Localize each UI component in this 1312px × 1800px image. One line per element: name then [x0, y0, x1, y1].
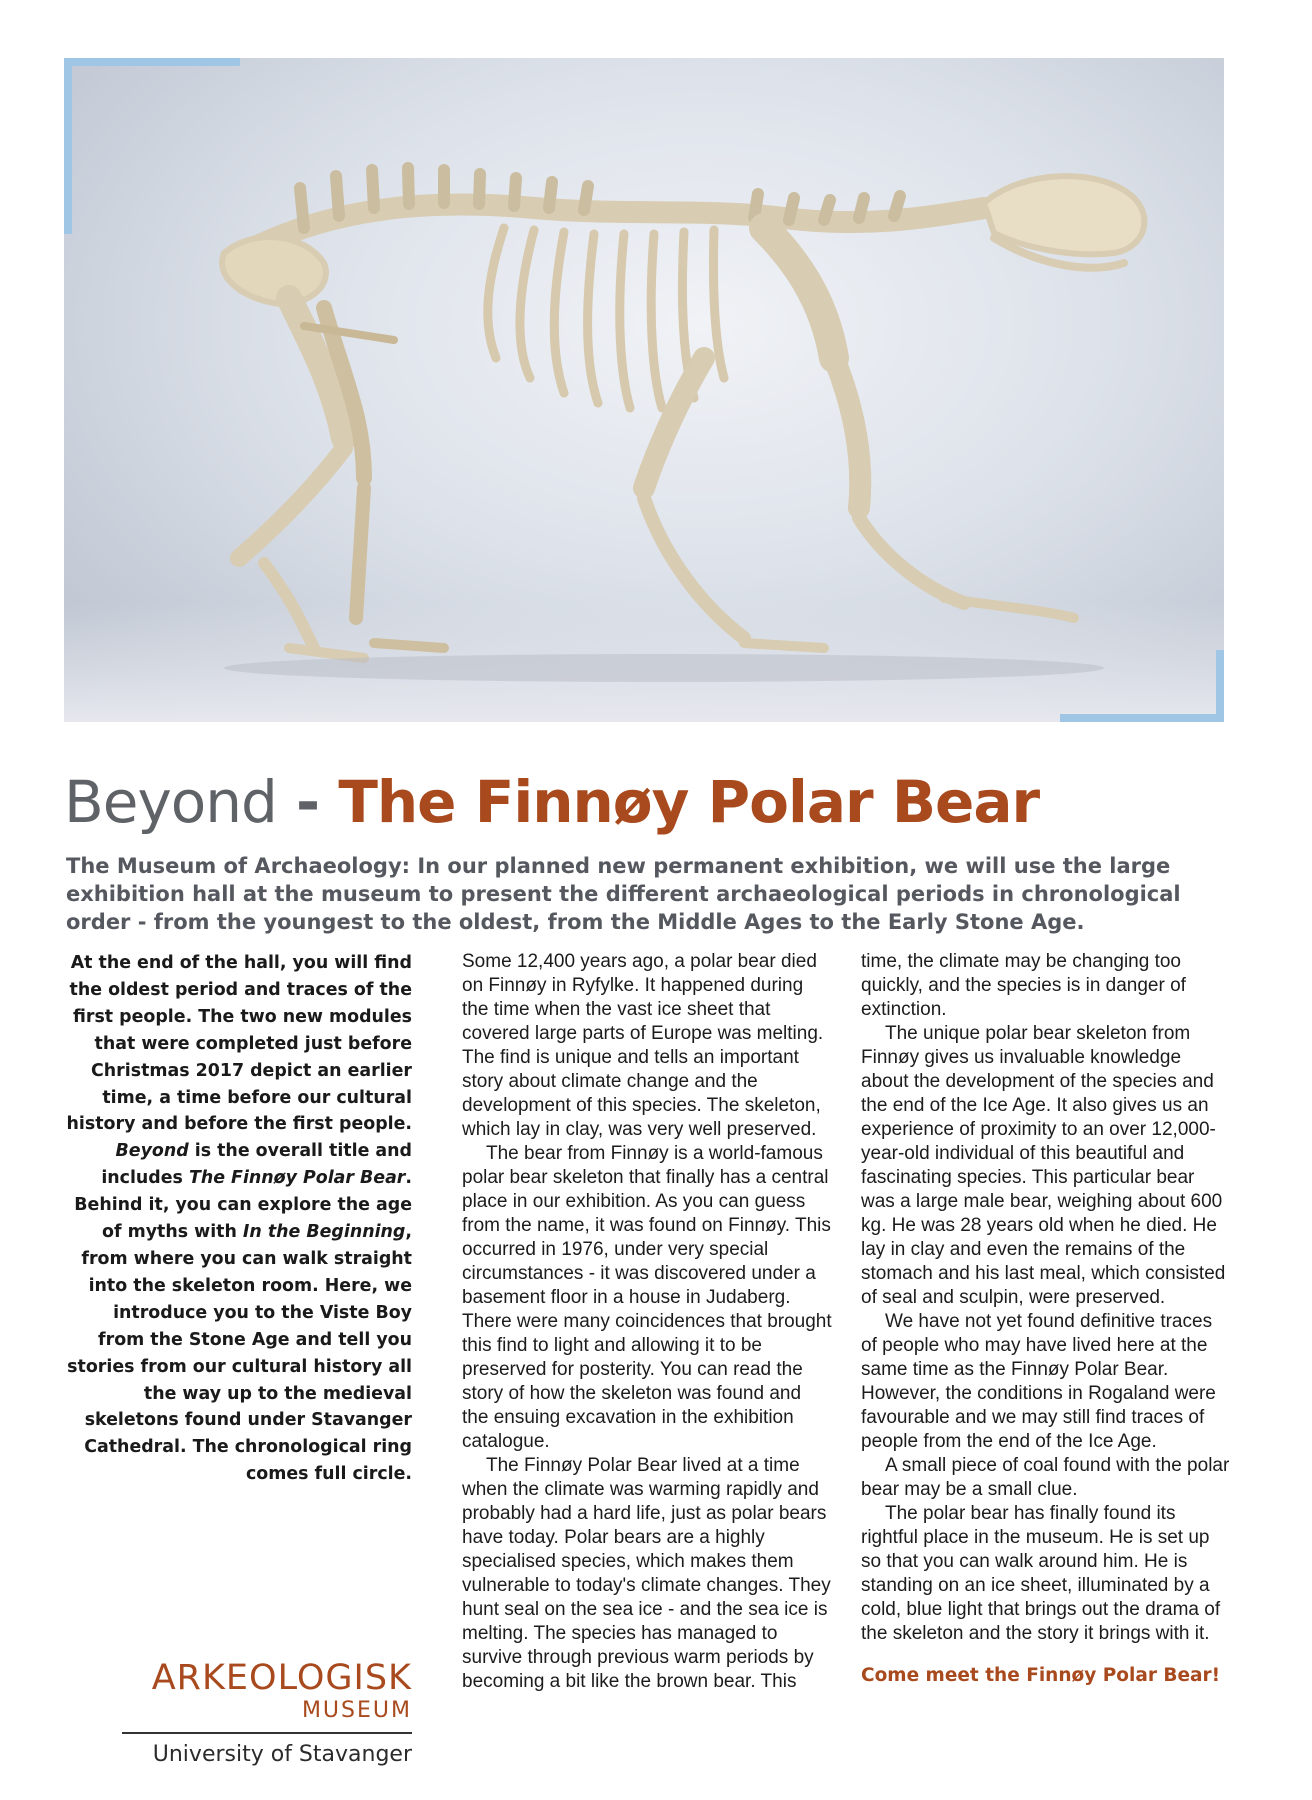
intro-em-beginning: In the Beginning	[242, 1222, 406, 1243]
museum-logo	[122, 1658, 412, 1770]
body-paragraph: Some 12,400 years ago, a polar bear died on Finnøy in Ryfylke. It happened during the time when the vast ice sheet that covered large parts of Europe was melting. The find is unique and tells an important story about climate change and the development of this species. The skeleton, which lay in clay, was very well preserved.	[462, 951, 824, 1140]
column-intro	[62, 950, 412, 1488]
column-body-1	[462, 950, 832, 1694]
intro-text-a: is the overall title and includes	[101, 1141, 412, 1189]
body-paragraph: time, the climate may be changing too quickly, and the species is in danger of extinction.	[861, 951, 1186, 1020]
front-humerus	[834, 358, 860, 508]
skeleton-drawing	[64, 58, 1224, 722]
intro-text-b: . Behind it, you can explore the age of myths with	[74, 1168, 412, 1243]
scapula	[764, 228, 834, 358]
intro-em-beyond: Beyond	[115, 1141, 189, 1162]
body-paragraph: The unique polar bear skeleton from Finnøy gives us invaluable knowledge about the development of the species and the end of the Ice Age. It also gives us an experience of proximity to an over 12,000-year-old individual of this beautiful and fascinating species. This particular bear was a large male bear, weighing about 600 kg. He was 28 years old when he died. He lay in clay and even the remains of the stomach and his last meal, which consisted of seal and sculpin, were preserved.	[861, 1023, 1226, 1308]
intro-paragraph-1: At the end of the hall, you will find the oldest period and traces of the first people. The two new modules that were completed just before Christmas 2017 depict an earlier time, a time before our cultural history and before the first people.	[66, 953, 412, 1135]
body-paragraph: We have not yet found definitive traces of people who may have lived here at the same time as the Finnøy Polar Bear. However, the conditions in Rogaland were favourable and we may still find traces of people from the end of the Ice Age.	[861, 1311, 1216, 1452]
spine	[234, 205, 984, 258]
column-body-2	[861, 950, 1231, 1688]
intro-paragraph-2	[62, 1138, 412, 1488]
title-prefix: Beyond	[64, 768, 277, 836]
title-separator: -	[276, 768, 339, 836]
call-to-action: Come meet the Finnøy Polar Bear!	[861, 1665, 1221, 1686]
photo-frame-corner-top-left	[64, 58, 72, 234]
intro-em-bear: The Finnøy Polar Bear	[188, 1168, 406, 1189]
title-main: The Finnøy Polar Bear	[338, 768, 1040, 836]
photo-frame-corner-bottom-right-h	[1060, 714, 1224, 722]
logo-subtitle: MUSEUM	[301, 1698, 412, 1723]
body-paragraph: A small piece of coal found with the polar bear may be a small clue.	[861, 1455, 1230, 1500]
intro-text-c: , from where you can walk straight into the skeleton room. Here, we introduce you to the Viste Boy from the Stone Age and tell you stories from our cultural history all the way up to the medieval skeletons found under Stavanger Cathedral. The chronological ring comes full circle.	[67, 1222, 412, 1485]
page-title	[64, 766, 1244, 838]
pelvis	[222, 237, 326, 304]
body-paragraph: The Finnøy Polar Bear lived at a time when the climate was warming rapidly and probably had a hard life, just as polar bears have today. Polar bears are a highly specialised species, which makes them vulnerable to today's climate changes. They hunt seal on the sea ice - and the sea ice is melting. The species has managed to survive through previous warm periods by becoming a bit like the brown bear. This	[462, 1455, 831, 1692]
logo-divider	[122, 1732, 412, 1734]
logo-university: University of Stavanger	[152, 1742, 412, 1767]
body-paragraph: The polar bear has finally found its rightful place in the museum. He is set up so that you can walk around him. He is standing on an ice sheet, illuminated by a cold, blue light that brings out the drama of the skeleton and the story it brings with it.	[861, 1503, 1221, 1644]
logo-wordmark: ARKEOLOGISK	[151, 1658, 412, 1698]
lead-paragraph: The Museum of Archaeology: In our planned new permanent exhibition, we will use the large exhibition hall at the museum to present the different archaeological periods in chronological order - from the youngest to the oldest, from the Middle Ages to the Early Stone Age.	[66, 854, 1181, 934]
polar-bear-skeleton-photo	[64, 58, 1224, 722]
photo-frame-corner-bottom-right	[1216, 650, 1224, 722]
body-paragraph: The bear from Finnøy is a world-famous polar bear skeleton that finally has a central place in our exhibition. As you can guess from the name, it was found on Finnøy. This occurred in 1976, under very special circumstances - it was discovered under a basement floor in a house in Judaberg. There were many coincidences that brought this find to light and allowing it to be preserved for posterity. You can read the story of how the skeleton was found and the ensuing excavation in the exhibition catalogue.	[462, 1143, 832, 1452]
